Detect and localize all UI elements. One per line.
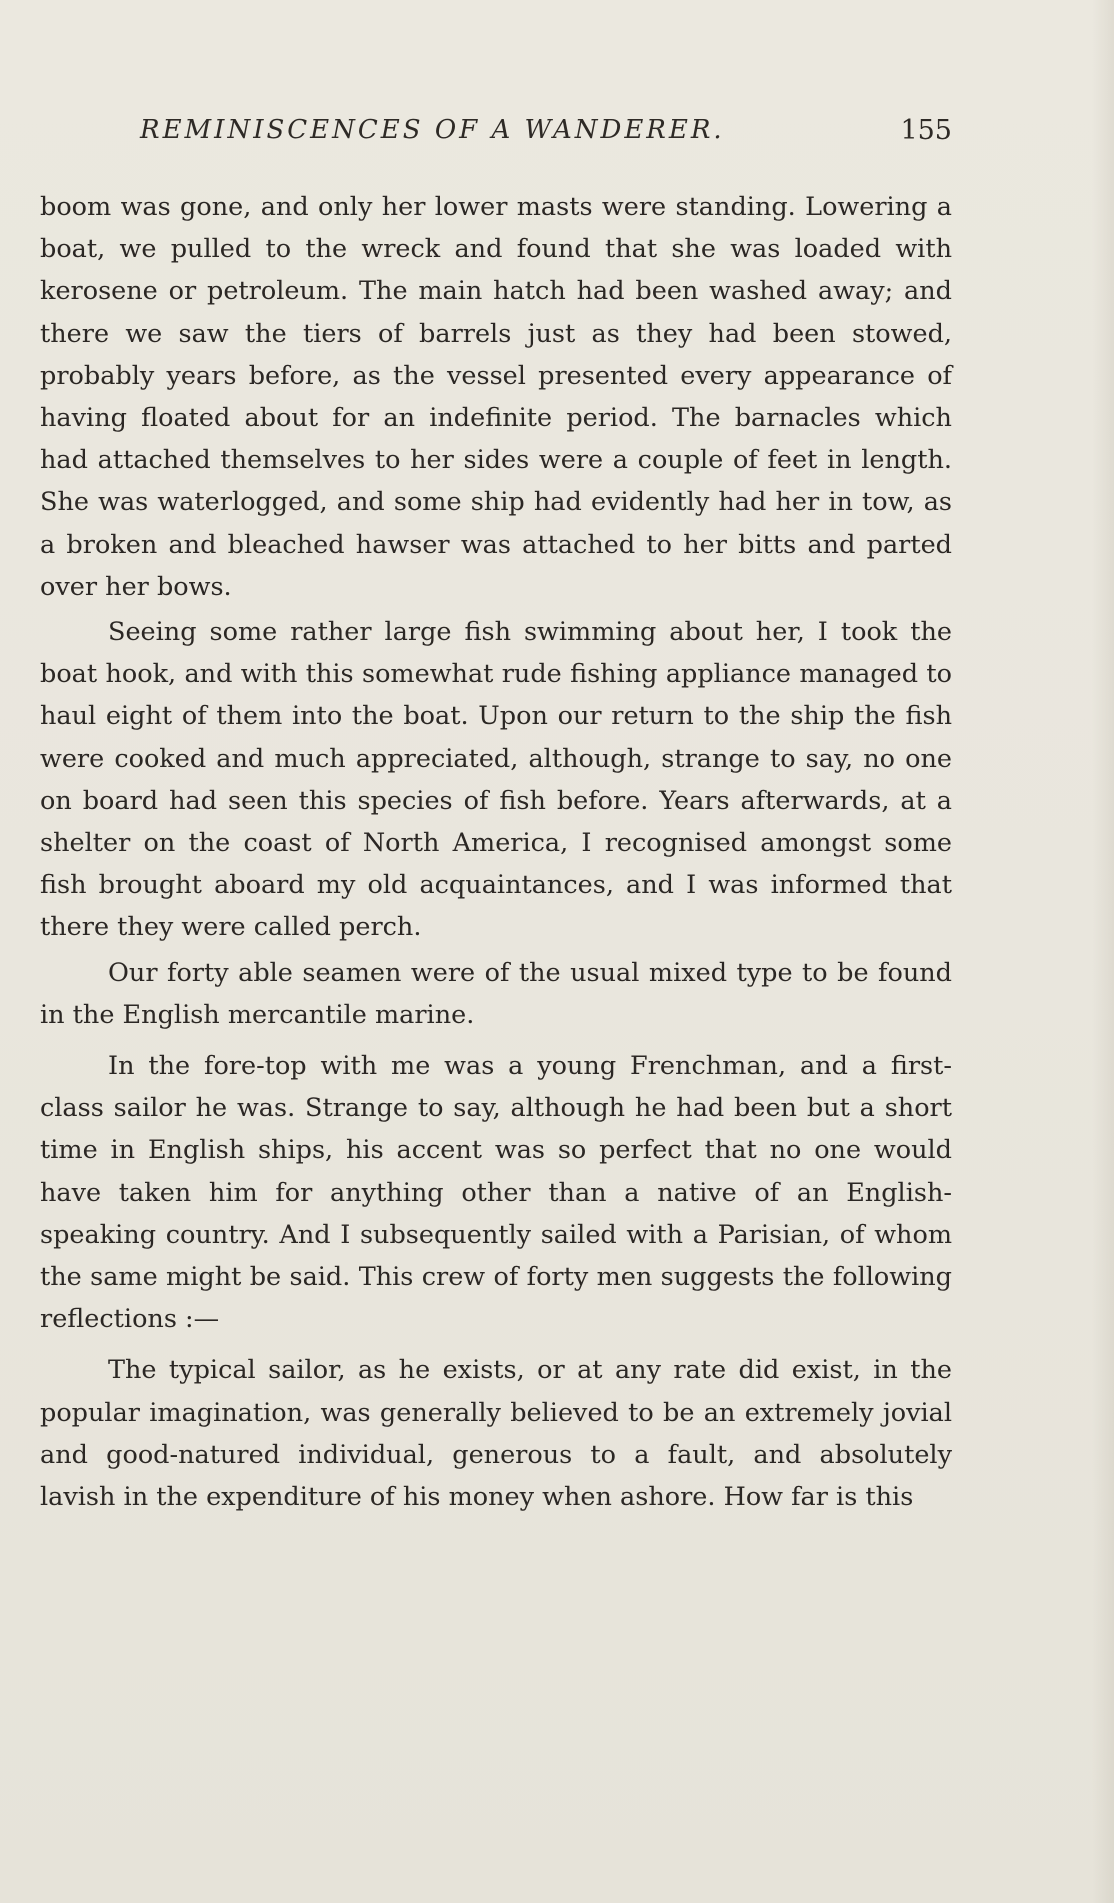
page-edge-shadow: [1092, 0, 1114, 1903]
paragraph: Seeing some rather large fish swimming about her, I took the boat hook, and with this somewhat rude fishing appliance managed to haul eight of them into the boat. Upon our return to the ship the fish were cooked and much appreciated, although, strange to say, no one on board had seen this species of fish before. Years afterwards, at a shelter on the coast of North America, I recognised amongst some fish brought aboard my old acquaintances, and I was informed that there they were called perch.: [40, 617, 952, 943]
running-title: REMINISCENCES OF A WANDERER.: [140, 115, 725, 145]
body-text: [40, 186, 952, 1518]
page-number: 155: [900, 115, 952, 146]
paragraph: In the fore-top with me was a young Frenchman, and a first-class sailor he was. Strange to say, although he had been but a short time in English ships, his accent was so perfect that no one would have taken him for anything other than a native of an English-speaking country. And I subsequently sailed with a Parisian, of whom the same might be said. This crew of forty men suggests the following reflections :—: [40, 1051, 952, 1335]
running-head: [40, 115, 952, 159]
paragraph-continued: boom was gone, and only her lower masts were standing. Lowering a boat, we pulled to the wreck and found that she was loaded with kerosene or petroleum. The main hatch had been washed away; and there we saw the tiers of barrels just as they had been stowed, probably years before, as the vessel presented every appearance of having floated about for an indefinite period. The barnacles which had attached themselves to her sides were a couple of feet in length. She was waterlogged, and some ship had evidently had her in tow, as a broken and bleached hawser was attached to her bitts and parted over her bows.: [40, 192, 952, 602]
paragraph: Our forty able seamen were of the usual mixed type to be found in the English mercantile marine.: [40, 957, 952, 1030]
paragraph: The typical sailor, as he exists, or at any rate did exist, in the popular imagination, was generally believed to be an extremely jovial and good-natured individual, generous to a fault, and absolutely lavish in the expenditure of his money when ashore. How far is this: [40, 1355, 952, 1513]
